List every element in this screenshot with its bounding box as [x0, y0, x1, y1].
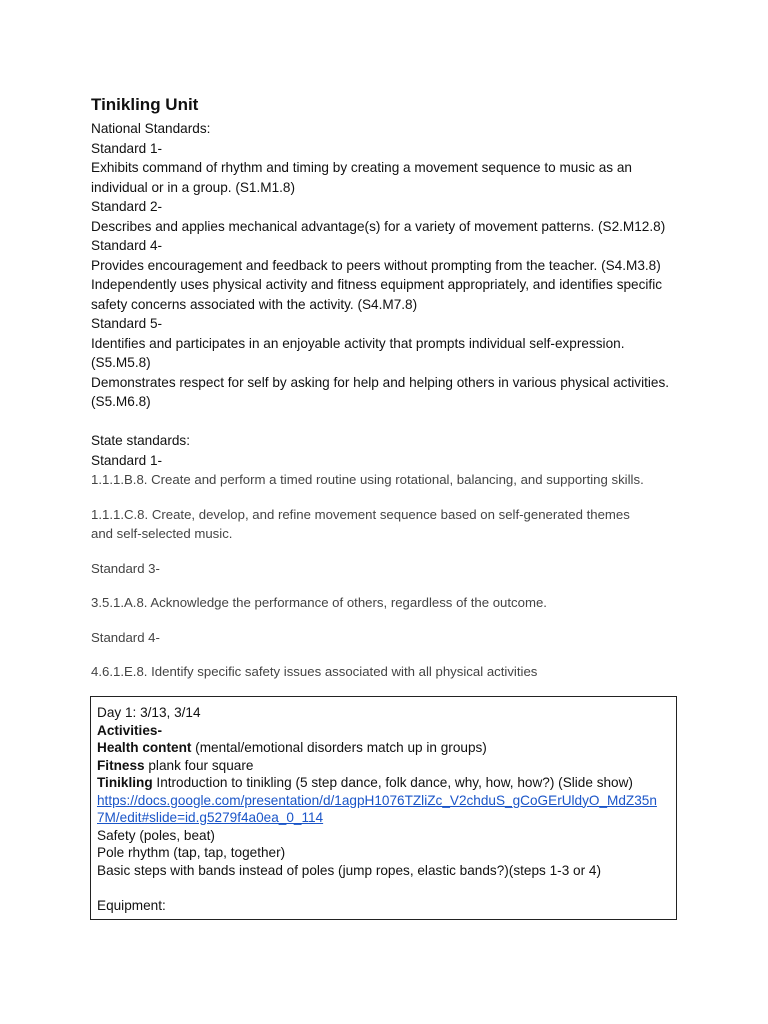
national-line: safety concerns associated with the activity. (S4.M7.8) — [91, 296, 418, 312]
health-content-label: Health content — [97, 740, 192, 755]
day1-safety: Safety (poles, beat) — [97, 827, 215, 843]
day1-activities-label: Activities- — [97, 722, 162, 738]
national-line: Standard 2- — [91, 199, 163, 214]
day1-health-row — [97, 739, 676, 757]
day1-basic-steps: Basic steps with bands instead of poles (jump ropes, elastic bands?)(steps 1-3 or 4) — [97, 862, 601, 878]
spacer — [91, 647, 691, 662]
spacer — [91, 412, 691, 432]
national-standards-heading: National Standards: — [91, 121, 211, 136]
national-line: Standard 5- — [91, 316, 163, 331]
fitness-label: Fitness — [97, 757, 145, 773]
state-standard-1b8: 1.1.1.B.8. Create and perform a timed routine using rotational, balancing, and supporting skills. — [91, 472, 644, 487]
day1-fitness-row — [97, 757, 676, 775]
national-line: Standard 1- — [91, 140, 163, 156]
fitness-text: plank four square — [144, 757, 254, 773]
state-standard-3-5-1a8: 3.5.1.A.8. Acknowledge the performance of others, regardless of the outcome. — [91, 595, 547, 610]
document-body — [91, 94, 691, 682]
state-standard-1c8-line1: 1.1.1.C.8. Create, develop, and refine movement sequence based on self-generated themes — [91, 506, 630, 522]
spacer — [91, 613, 691, 628]
national-line: Independently uses physical activity and fitness equipment appropriately, and identifies specific — [91, 277, 663, 292]
slideshow-link-line1[interactable]: https://docs.google.com/presentation/d/1agpH1076TZliZc_V2chduS_gCoGErUldyO_MdZ35n — [97, 792, 657, 808]
document-title: Tinikling Unit — [91, 95, 199, 114]
health-content-text: (mental/emotional disorders match up in groups) — [191, 740, 487, 755]
spacer — [91, 490, 691, 505]
national-line: Describes and applies mechanical advantage(s) for a variety of movement patterns. (S2.M12.8) — [91, 218, 666, 234]
day1-equipment-label: Equipment: — [97, 897, 166, 913]
spacer — [91, 544, 691, 559]
day1-date: Day 1: 3/13, 3/14 — [97, 705, 201, 720]
national-line: (S5.M5.8) — [91, 355, 151, 370]
day1-pole-rhythm: Pole rhythm (tap, tap, together) — [97, 845, 286, 860]
state-standard-3-label: Standard 3- — [91, 560, 160, 576]
day1-lesson-box — [90, 696, 677, 920]
day1-tinikling-row — [97, 774, 676, 792]
spacer — [91, 578, 691, 593]
state-standard-1c8-line2: and self-selected music. — [91, 526, 233, 541]
state-standard-1-label: Standard 1- — [91, 452, 163, 468]
national-line: individual or in a group. (S1.M1.8) — [91, 179, 296, 195]
tinikling-label: Tinikling — [97, 775, 153, 790]
national-line: Provides encouragement and feedback to peers without prompting from the teacher. (S4.M3.8) — [91, 257, 661, 273]
national-line: (S5.M6.8) — [91, 394, 151, 409]
slideshow-link-line2[interactable]: 7M/edit#slide=id.g5279f4a0ea_0_114 — [97, 810, 324, 825]
national-line: Exhibits command of rhythm and timing by creating a movement sequence to music as an — [91, 160, 632, 175]
spacer — [97, 879, 676, 897]
tinikling-text: Introduction to tinikling (5 step dance, folk dance, why, how, how?) (Slide show) — [152, 775, 633, 790]
national-line: Identifies and participates in an enjoyable activity that prompts individual self-expression. — [91, 335, 625, 351]
state-standards-heading: State standards: — [91, 433, 190, 448]
state-standard-4-6-1e8: 4.6.1.E.8. Identify specific safety issues associated with all physical activities — [91, 664, 538, 679]
national-line: Standard 4- — [91, 238, 163, 253]
state-standard-4-label: Standard 4- — [91, 629, 160, 645]
national-line: Demonstrates respect for self by asking for help and helping others in various physical activities. — [91, 374, 670, 390]
